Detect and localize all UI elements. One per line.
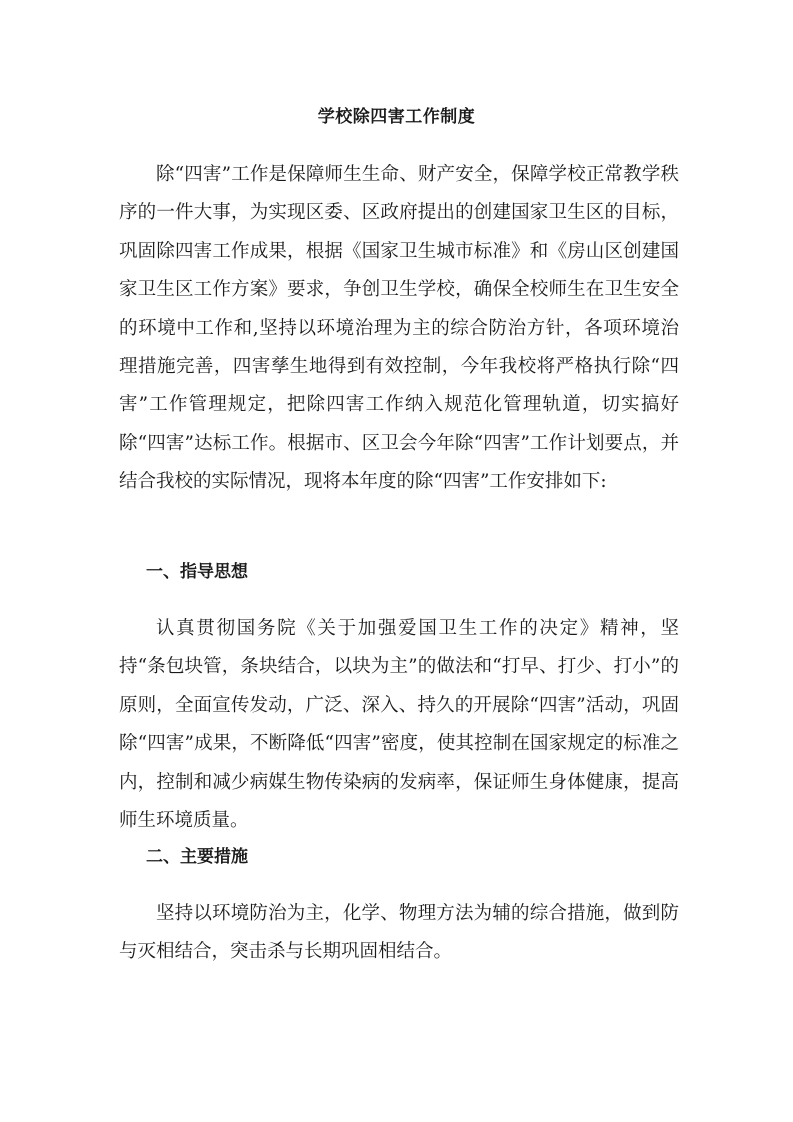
section-heading-main-measures: 二、主要措施 bbox=[146, 847, 248, 867]
section-body-guiding-thought: 认真贯彻国务院《关于加强爱国卫生工作的决定》精神，坚持“条包块管，条块结合，以块为主”的做法和“打早、打少、打小”的原则，全面宣传发动，广泛、深入、持久的开展除“四害”活动，巩固除“四害”成果，不断降低“四害”密度，使其控制在国家规定的标准之内，控制和减少病媒生物传染病的发病率，保证师生身体健康，提高师生环境质量。 bbox=[119, 618, 679, 832]
section-body-main-measures: 坚持以环境防治为主，化学、物理方法为辅的综合措施，做到防与灭相结合，突击杀与长期巩固相结合。 bbox=[119, 903, 679, 963]
document-title: 学校除四害工作制度 bbox=[317, 107, 476, 127]
intro-paragraph: 除“四害”工作是保障师生生命、财产安全，保障学校正常教学秩序的一件大事，为实现区委、区政府提出的创建国家卫生区的目标，巩固除四害工作成果，根据《国家卫生城市标准》和《房山区创建国家卫生区工作方案》要求，争创卫生学校，确保全校师生在卫生安全的环境中工作和,坚持以环境治理为主的综合防治方针，各项环境治理措施完善，四害孳生地得到有效控制，今年我校将严格执行除“四害”工作管理规定，把除四害工作纳入规范化管理轨道，切实搞好除“四害”达标工作。根据市、区卫会今年除“四害”工作计划要点，并结合我校的实际情况，现将本年度的除“四害”工作安排如下: bbox=[119, 164, 679, 493]
section-heading-guiding-thought: 一、指导思想 bbox=[146, 562, 248, 582]
